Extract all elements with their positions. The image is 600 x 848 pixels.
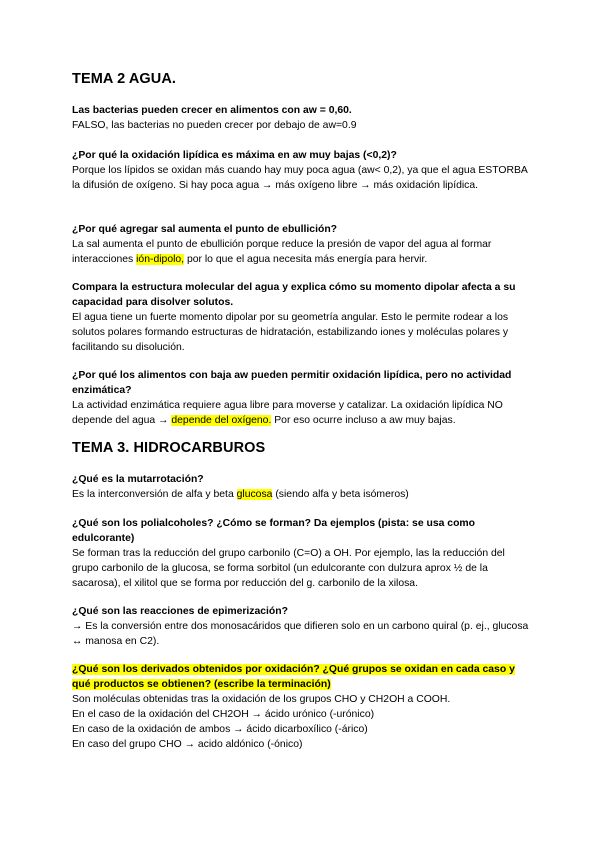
answer-baja-aw <box>72 398 532 428</box>
answer-sal-ebullicion <box>72 237 532 267</box>
answer-oxidacion-lipidica: Porque los lípidos se oxidan más cuando hay muy poca agua (aw< 0,2), ya que el agua ESTORBA la difusión de oxígeno. Si hay poca agua → más oxígeno libre → más oxidación lipídica. <box>72 165 528 191</box>
answer-estructura-agua: El agua tiene un fuerte momento dipolar por su geometría angular. Esto le permite rodear a los solutos polares formando estructuras de hidratación, estabilizando iones y moléculas polares y facilitando su disolución. <box>72 312 509 353</box>
answer-text: por lo que el agua necesita más energía para hervir. <box>184 254 428 265</box>
question-epimerizacion: ¿Qué son las reacciones de epimerización? <box>72 606 288 617</box>
highlighted-text: glucosa <box>236 489 273 500</box>
answer-mutarrotacion <box>72 487 532 502</box>
question-oxidacion-lipidica: ¿Por qué la oxidación lipídica es máxima en aw muy bajas (<0,2)? <box>72 150 397 161</box>
question-derivados-oxidacion <box>72 662 532 692</box>
answer-line: Son moléculas obtenidas tras la oxidación de los grupos CHO y CH2OH a COOH. <box>72 694 451 705</box>
question-sal-ebullicion: ¿Por qué agregar sal aumenta el punto de ebullición? <box>72 224 338 235</box>
answer-polialcoholes: Se forman tras la reducción del grupo carbonilo (C=O) a OH. Por ejemplo, las la reducción del grupo carbonilo de la glucosa, se forma sorbitol (un edulcorante con dulzura aprox ½ de la sacarosa), el xilitol que se forma por reducción del g. carbonilo de la xilosa. <box>72 548 505 589</box>
section-title-tema-3: TEMA 3. HIDROCARBUROS <box>72 440 266 456</box>
question-bacterias: Las bacterias pueden crecer en alimentos con aw = 0,60. <box>72 105 352 116</box>
answer-text: Por eso ocurre incluso a aw muy bajas. <box>271 415 456 426</box>
answer-text: La sal aumenta el punto de ebullición porque reduce la presión de vapor del agua al formar interacciones <box>72 239 492 265</box>
answer-bacterias: FALSO, las bacterias no pueden crecer por debajo de aw=0.9 <box>72 120 357 131</box>
answer-text: Es la interconversión de alfa y beta <box>72 489 237 500</box>
answer-text: (siendo alfa y beta isómeros) <box>272 489 409 500</box>
question-polialcoholes: ¿Qué son los polialcoholes? ¿Cómo se forman? Da ejemplos (pista: se usa como edulcorante) <box>72 518 476 544</box>
answer-line: En caso de la oxidación de ambos → ácido dicarboxílico (-árico) <box>72 724 368 735</box>
answer-line: En caso del grupo CHO → acido aldónico (-ónico) <box>72 739 303 750</box>
section-title-tema-2: TEMA 2 AGUA. <box>72 71 177 87</box>
question-baja-aw: ¿Por qué los alimentos con baja aw pueden permitir oxidación lipídica, pero no actividad enzimática? <box>72 370 512 396</box>
answer-derivados-oxidacion <box>72 692 532 752</box>
answer-line: En el caso de la oxidación del CH2OH → ácido urónico (-urónico) <box>72 709 375 720</box>
highlighted-text: ión-dipolo, <box>136 254 185 265</box>
highlighted-text: ¿Qué son los derivados obtenidos por oxidación? ¿Qué grupos se oxidan en cada caso y qué productos se obtienen? (escribe la terminación) <box>72 664 515 690</box>
highlighted-text: depende del oxígeno. <box>171 415 272 426</box>
question-mutarrotacion: ¿Qué es la mutarrotación? <box>72 474 204 485</box>
answer-epimerizacion: → Es la conversión entre dos monosacáridos que difieren solo en un carbono quiral (p. ej., glucosa ↔ manosa en C2). <box>72 621 529 647</box>
question-estructura-agua: Compara la estructura molecular del agua y explica cómo su momento dipolar afecta a su capacidad para disolver solutos. <box>72 282 516 308</box>
answer-text: La actividad enzimática requiere agua libre para moverse y catalizar. La oxidación lipídica NO depende del agua → <box>72 400 503 426</box>
